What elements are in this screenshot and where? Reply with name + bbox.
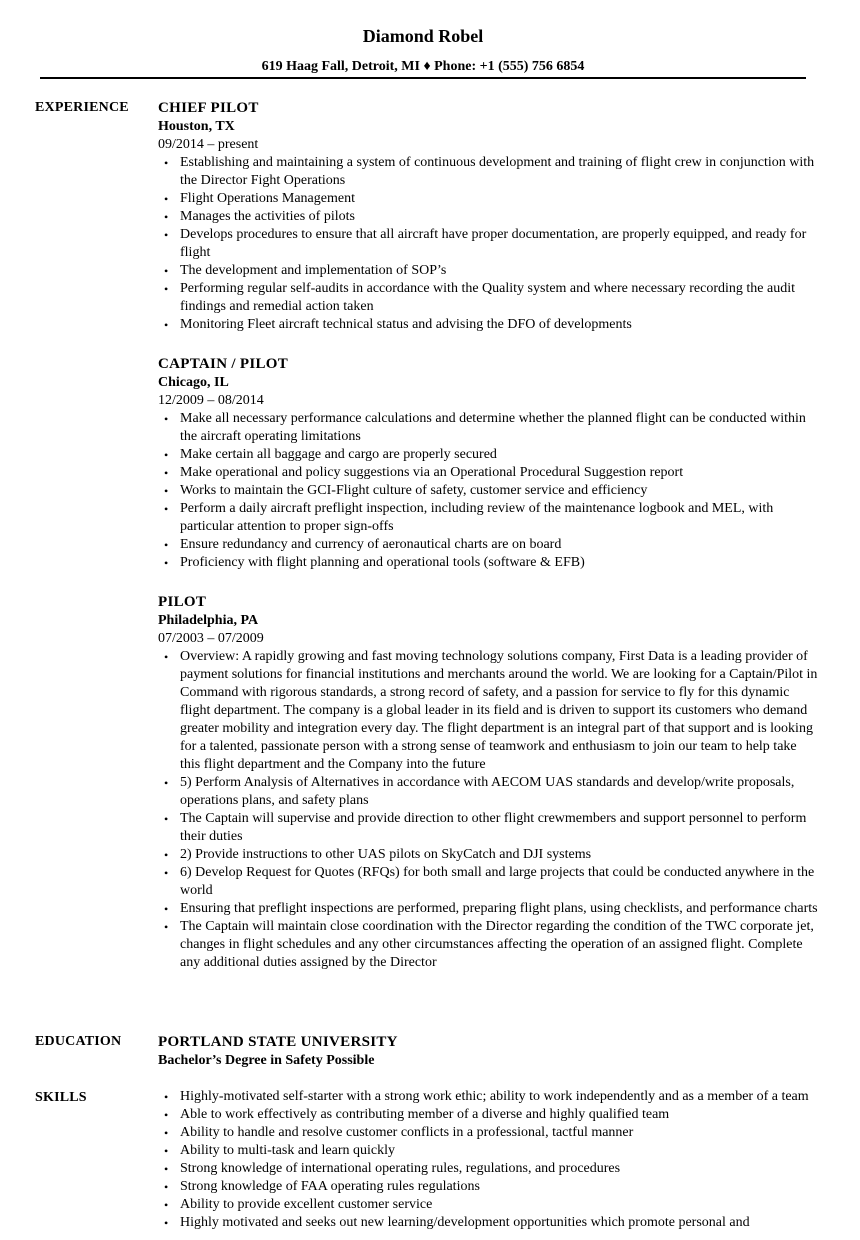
list-item [158,190,818,208]
bullet-icon: • [164,776,169,790]
job-title: CAPTAIN / PILOT [158,356,289,372]
bullet-icon: • [164,650,169,664]
job-entry [158,355,818,572]
duty-text: Perform a daily aircraft preflight inspection, including review of the maintenance logbook and MEL, with particular attention to proper sign-offs [180,501,774,534]
list-item [158,1106,818,1124]
duty-text: Works to maintain the GCI-Flight culture of safety, customer service and efficiency [180,483,648,498]
list-item [158,864,818,900]
list-item [158,208,818,226]
bullet-icon: • [164,264,169,278]
list-item [158,464,818,482]
list-item [158,446,818,464]
duty-text: Monitoring Fleet aircraft technical status and advising the DFO of developments [180,317,632,332]
list-item [158,554,818,572]
duty-text: Ensure redundancy and currency of aeronautical charts are on board [180,537,562,552]
job-title: PILOT [158,594,207,610]
skill-text: Ability to multi-task and learn quickly [180,1143,396,1158]
list-item [158,410,818,446]
bullet-icon: • [164,1108,169,1122]
list-item [158,536,818,554]
duty-text: Performing regular self-audits in accordance with the Quality system and where necessary recording the audit findings and remedial action taken [180,281,796,314]
skill-text: Highly-motivated self-starter with a strong work ethic; ability to work independently and as a member of a team [180,1089,809,1104]
bullet-icon: • [164,502,169,516]
bullet-icon: • [164,556,169,570]
list-item [158,648,818,774]
bullet-icon: • [164,848,169,862]
duty-text: Manages the activities of pilots [180,209,355,224]
job-location: Philadelphia, PA [158,613,259,628]
duty-text: Develops procedures to ensure that all aircraft have proper documentation, are properly equipped, and ready for flight [180,227,807,260]
job-duties-list [158,410,818,572]
job-dates: 07/2003 – 07/2009 [158,631,264,646]
duty-text: 2) Provide instructions to other UAS pilots on SkyCatch and DJI systems [180,847,592,862]
bullet-icon: • [164,156,169,170]
job-duties-list [158,648,818,972]
job-entry [158,593,818,972]
duty-text: 5) Perform Analysis of Alternatives in accordance with AECOM UAS standards and develop/write proposals, operations plans, and safety plans [180,775,795,808]
bullet-icon: • [164,538,169,552]
duty-text: Proficiency with flight planning and operational tools (software & EFB) [180,555,585,570]
list-item [158,500,818,536]
education-entry [158,1033,818,1070]
job-location: Chicago, IL [158,375,229,390]
job-location: Houston, TX [158,119,235,134]
bullet-icon: • [164,192,169,206]
bullet-icon: • [164,1144,169,1158]
bullet-icon: • [164,228,169,242]
skills-list [158,1088,818,1232]
job-dates: 12/2009 – 08/2014 [158,393,264,408]
job-dates: 09/2014 – present [158,137,259,152]
duty-text: Make certain all baggage and cargo are properly secured [180,447,497,462]
degree: Bachelor’s Degree in Safety Possible [158,1053,375,1068]
list-item [158,774,818,810]
list-item [158,280,818,316]
header-divider [40,77,806,79]
job-duties-list [158,154,818,334]
bullet-icon: • [164,484,169,498]
duty-text: Overview: A rapidly growing and fast moving technology solutions company, First Data is a leading provider of payment solutions for financial institutions and merchants around the world. We are looking for a Captain/Pilot in Command with rigorous standards, a strong record of safety, and a passion for service to fly for this dynamic flight department. The company is a global leader in its field and is driven to support its customers who demand greater mobility and integration every day. The flight department is an integral part of that support and is looking for a talented, passionate person with a strong sense of teamwork and enthusiasm to join our team to help take this flight department and the Company into the future [180,649,818,772]
list-item [158,1142,818,1160]
bullet-icon: • [164,866,169,880]
resume-name: Diamond Robel [362,26,484,46]
list-item [158,316,818,334]
list-item [158,810,818,846]
school-name: PORTLAND STATE UNIVERSITY [158,1034,398,1050]
bullet-icon: • [164,920,169,934]
list-item [158,1214,818,1232]
bullet-icon: • [164,412,169,426]
skill-text: Strong knowledge of FAA operating rules regulations [180,1179,480,1194]
bullet-icon: • [164,466,169,480]
bullet-icon: • [164,1180,169,1194]
contact-line: 619 Haag Fall, Detroit, MI ♦ Phone: +1 (555) 756 6854 [261,59,585,74]
list-item [158,482,818,500]
skill-text: Ability to handle and resolve customer conflicts in a professional, tactful manner [180,1125,634,1140]
duty-text: The Captain will supervise and provide direction to other flight crewmembers and support personnel to perform their duties [180,811,807,844]
section-label-experience: EXPERIENCE [35,100,129,115]
section-label-skills: SKILLS [35,1090,87,1105]
list-item [158,1160,818,1178]
bullet-icon: • [164,1090,169,1104]
duty-text: 6) Develop Request for Quotes (RFQs) for both small and large projects that could be conducted anywhere in the world [180,865,815,898]
bullet-icon: • [164,210,169,224]
duty-text: The development and implementation of SOP’s [180,263,447,278]
section-label-education: EDUCATION [35,1034,122,1049]
duty-text: Ensuring that preflight inspections are performed, preparing flight plans, using checklists, and performance charts [180,901,818,916]
list-item [158,154,818,190]
duty-text: The Captain will maintain close coordination with the Director regarding the condition of the TWC corporate jet, changes in flight schedules and any other circumstances affecting the operation of an assigned flight. Complete any additional duties assigned by the Director [180,919,814,970]
bullet-icon: • [164,902,169,916]
duty-text: Make operational and policy suggestions via an Operational Procedural Suggestion report [180,465,684,480]
job-entry [158,99,818,334]
bullet-icon: • [164,448,169,462]
duty-text: Make all necessary performance calculations and determine whether the planned flight can be conducted within the aircraft operating limitations [180,411,806,444]
skills-entry [158,1088,818,1232]
bullet-icon: • [164,1216,169,1230]
job-title: CHIEF PILOT [158,100,259,116]
bullet-icon: • [164,1126,169,1140]
duty-text: Establishing and maintaining a system of continuous development and training of flight crew in conjunction with the Director Fight Operations [180,155,815,188]
list-item [158,1088,818,1106]
skill-text: Ability to provide excellent customer service [180,1197,433,1212]
duty-text: Flight Operations Management [180,191,355,206]
list-item [158,226,818,262]
list-item [158,262,818,280]
list-item [158,846,818,864]
skill-text: Strong knowledge of international operating rules, regulations, and procedures [180,1161,621,1176]
list-item [158,1124,818,1142]
bullet-icon: • [164,1162,169,1176]
bullet-icon: • [164,1198,169,1212]
skill-text: Highly motivated and seeks out new learning/development opportunities which promote personal and [180,1215,750,1230]
list-item [158,900,818,918]
bullet-icon: • [164,282,169,296]
bullet-icon: • [164,318,169,332]
list-item [158,1196,818,1214]
skill-text: Able to work effectively as contributing member of a diverse and highly qualified team [180,1107,670,1122]
list-item [158,918,818,972]
list-item [158,1178,818,1196]
bullet-icon: • [164,812,169,826]
